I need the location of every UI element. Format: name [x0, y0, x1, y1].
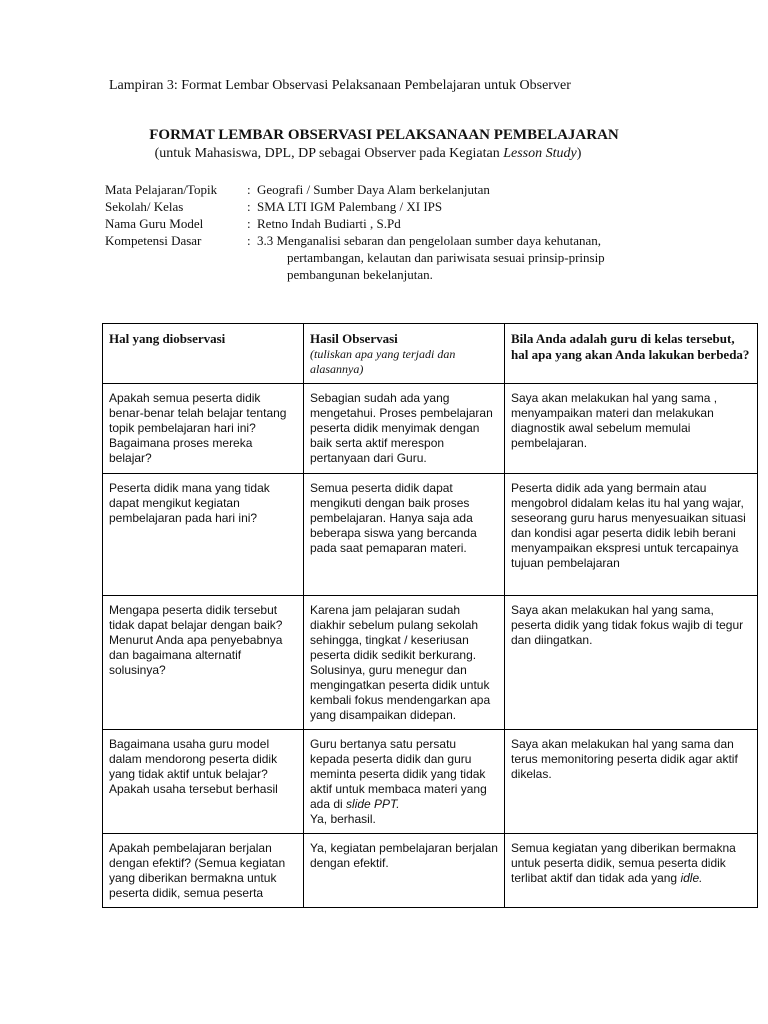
subtitle-prefix: (untuk Mahasiswa, DPL, DP sebagai Observer pada Kegiatan	[154, 146, 504, 161]
appendix-heading: Lampiran 3: Format Lembar Observasi Pelaksanaan Pembelajaran untuk Observer	[109, 78, 571, 93]
teacher-value: Retno Indah Budiarti , S.Pd	[257, 216, 401, 231]
result-cell: Semua peserta didik dapat mengikuti dengan baik proses pembelajaran. Hanya saja ada beberapa siswa yang bercanda pada saat pemaparan materi.	[304, 474, 505, 596]
observed-cell: Apakah semua peserta didik benar-benar telah belajar tentang topik pembelajaran hari ini? Bagaimana proses mereka belajar?	[103, 384, 304, 474]
header-result-note: (tuliskan apa yang terjadi dan alasannya)	[310, 347, 456, 376]
competency-value	[257, 232, 657, 283]
school-row	[105, 198, 657, 215]
table-row	[103, 474, 758, 596]
alternative-cell: Saya akan melakukan hal yang sama dan terus memonitoring peserta didik agar aktif dikelas.	[505, 730, 758, 834]
observed-cell: Mengapa peserta didik tersebut tidak dapat belajar dengan baik? Menurut Anda apa penyebabnya dan bagaimana alternatif solusinya?	[103, 596, 304, 730]
colon: :	[247, 182, 251, 197]
alternative-cell: Saya akan melakukan hal yang sama , menyampaikan materi dan melakukan diagnostik awal sebelum memulai pembelajaran.	[505, 384, 758, 474]
result-cell	[304, 730, 505, 834]
subtitle-italic: Lesson Study	[503, 146, 577, 161]
result-cell: Sebagian sudah ada yang mengetahui. Proses pembelajaran peserta didik menyimak dengan baik serta aktif merespon pertanyaan dari Guru.	[304, 384, 505, 474]
document-subtitle	[0, 146, 736, 162]
competency-line-2: pertambangan, kelautan dan pariwisata sesuai prinsip-prinsip	[287, 250, 605, 265]
competency-row	[105, 232, 657, 283]
header-observed: Hal yang diobservasi	[103, 324, 304, 384]
header-result-title: Hasil Observasi	[310, 331, 398, 346]
colon: :	[247, 216, 251, 231]
observed-cell: Apakah pembelajaran berjalan dengan efektif? (Semua kegiatan yang diberikan bermakna untuk peserta didik, semua peserta	[103, 834, 304, 908]
teacher-label: Nama Guru Model	[105, 216, 204, 231]
competency-label: Kompetensi Dasar	[105, 233, 202, 248]
result-cell: Karena jam pelajaran sudah diakhir sebelum pulang sekolah sehingga, tingkat / keseriusan peserta didik sedikit berkurang. Solusinya, guru menegur dan mengingatkan peserta didik untuk kembali fokus mendengarkan apa yang disampaikan didepan.	[304, 596, 505, 730]
subject-label: Mata Pelajaran/Topik	[105, 182, 218, 197]
alternative-cell: Saya akan melakukan hal yang sama, peserta didik yang tidak fokus wajib di tegur dan diingatkan.	[505, 596, 758, 730]
table-row	[103, 834, 758, 908]
table-header-row	[103, 324, 758, 384]
alternative-text: Semua kegiatan yang diberikan bermakna untuk peserta didik, semua peserta didik terlibat aktif dan tidak ada yang	[511, 841, 736, 885]
school-value: SMA LTI IGM Palembang / XI IPS	[257, 199, 443, 214]
colon: :	[247, 233, 251, 248]
table-row	[103, 384, 758, 474]
table-row	[103, 730, 758, 834]
result-text-2: Ya, berhasil.	[310, 812, 376, 826]
alternative-italic: idle.	[680, 871, 703, 885]
subject-row	[105, 181, 657, 198]
result-italic: slide PPT.	[346, 797, 400, 811]
teacher-row	[105, 215, 657, 232]
colon: :	[247, 199, 251, 214]
observation-table	[102, 323, 758, 908]
document-title: FORMAT LEMBAR OBSERVASI PELAKSANAAN PEMBELAJARAN	[149, 127, 619, 143]
school-label: Sekolah/ Kelas	[105, 199, 184, 214]
header-result	[304, 324, 505, 384]
alternative-cell	[505, 834, 758, 908]
result-text: Guru bertanya satu persatu kepada peserta didik dan guru meminta peserta didik yang tidak aktif untuk membaca materi yang ada di	[310, 737, 487, 811]
header-alternative: Bila Anda adalah guru di kelas tersebut, hal apa yang akan Anda lakukan berbeda?	[505, 324, 758, 384]
subtitle-suffix: )	[576, 146, 582, 161]
competency-line-1: 3.3 Menganalisi sebaran dan pengelolaan sumber daya kehutanan,	[257, 233, 602, 248]
competency-line-3: pembangunan bekelanjutan.	[287, 267, 433, 282]
observed-cell: Peserta didik mana yang tidak dapat mengikut kegiatan pembelajaran pada hari ini?	[103, 474, 304, 596]
alternative-cell: Peserta didik ada yang bermain atau mengobrol didalam kelas itu hal yang wajar, seseorang guru harus menyesuaikan situasi dan kondisi agar peserta didik lebih berani menyampaikan ekspresi untuk tercapainya tujuan pembelajaran	[505, 474, 758, 596]
lesson-info	[105, 181, 657, 283]
observed-cell: Bagaimana usaha guru model dalam mendorong peserta didik yang tidak aktif untuk belajar? Apakah usaha tersebut berhasil	[103, 730, 304, 834]
table-row	[103, 596, 758, 730]
result-cell: Ya, kegiatan pembelajaran berjalan dengan efektif.	[304, 834, 505, 908]
subject-value: Geografi / Sumber Daya Alam berkelanjutan	[257, 182, 490, 197]
